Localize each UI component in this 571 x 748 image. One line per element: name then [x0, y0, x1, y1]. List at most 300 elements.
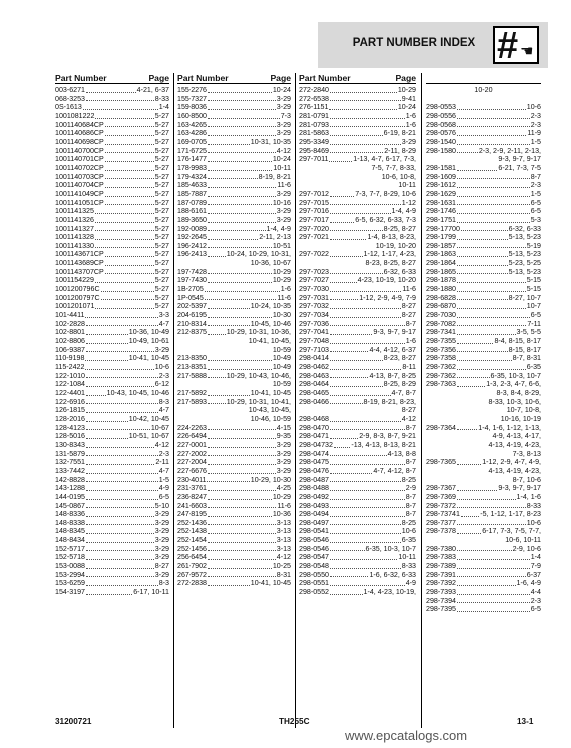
entry-pages: 5-27: [154, 129, 169, 138]
leader-dots: [208, 438, 276, 439]
entry-pages: 5-13, 5-23: [508, 250, 541, 259]
header-part-number: Part Number: [55, 73, 107, 83]
entry-pages: 10-24: [272, 155, 291, 164]
entry-part-number: 217-5893: [177, 397, 207, 406]
entry-pages: 5-3: [530, 215, 541, 224]
entry-pages: 1-4: [530, 553, 541, 562]
leader-dots: [86, 395, 106, 396]
entry-part-number: 1001201071: [55, 302, 95, 311]
entry-pages: 4-21, 6-37: [136, 86, 169, 94]
entry-part-number: 155-7327: [177, 94, 207, 103]
hash-icon: #: [497, 25, 519, 67]
index-entry: [426, 190, 541, 199]
leader-dots: [86, 403, 158, 404]
entry-pages-continued: 4-13, 4-19, 4-23,: [488, 466, 541, 475]
leader-dots: [86, 464, 154, 465]
entry-pages: 5-27: [154, 276, 169, 285]
entry-pages: -5, 1-12, 1-17, 8-23: [480, 510, 541, 519]
index-entry: [55, 250, 169, 259]
entry-pages: 10-24, 10-29, 10-31,: [226, 250, 291, 259]
entry-pages: 1-4, 4-9: [266, 224, 291, 233]
entry-pages: 8-19, 8-21: [258, 172, 291, 181]
entry-pages: 4-7: [158, 466, 169, 475]
leader-dots: [330, 542, 401, 543]
index-entry: [55, 588, 169, 597]
entry-part-number: 298-0466: [299, 397, 329, 406]
index-entry: [426, 597, 541, 606]
entry-part-number: 298-0493: [299, 501, 329, 510]
leader-dots: [457, 602, 530, 603]
index-entry: [426, 320, 541, 329]
entry-pages: 3-29: [154, 544, 169, 553]
index-entry: [177, 147, 291, 156]
column-header: [426, 73, 541, 84]
leader-dots: [95, 230, 154, 231]
entry-pages: 8-7, 8-31: [512, 354, 541, 363]
entry-part-number: 126-1815: [55, 406, 85, 415]
entry-pages-continued: 8-23, 8-25, 8-27: [365, 259, 416, 268]
entry-pages: 6-21, 7-3, 7-5: [498, 163, 541, 172]
leader-dots: [457, 386, 485, 387]
entry-pages: 10-29: [397, 86, 416, 94]
entry-part-number: 212-8375: [177, 328, 207, 337]
entry-pages: 8-7: [405, 492, 416, 501]
entry-part-number: 153-6259: [55, 579, 85, 588]
leader-dots: [208, 273, 272, 274]
index-entry: [55, 579, 169, 588]
index-entry: [426, 571, 541, 580]
entry-part-number: 298-0462: [299, 363, 329, 371]
index-entry: [299, 372, 416, 381]
leader-dots: [105, 126, 154, 127]
entry-part-number: 295-3349: [299, 137, 329, 146]
entry-part-number: 1001141330: [55, 241, 94, 250]
index-entry: [55, 424, 169, 433]
header-page: Page: [395, 73, 416, 83]
leader-dots: [457, 594, 530, 595]
index-entry: [426, 138, 541, 147]
index-entry: [426, 294, 541, 303]
entry-pages: 3-29: [276, 129, 291, 138]
index-entry: [55, 225, 169, 234]
entry-part-number: 252-1456: [177, 544, 207, 553]
leader-dots: [330, 481, 401, 482]
leader-dots: [330, 152, 383, 153]
entry-part-number: 298-6828: [426, 293, 456, 302]
leader-dots: [457, 118, 530, 119]
entry-pages: 1-12: [401, 198, 416, 207]
entry-part-number: 188-6161: [177, 207, 207, 216]
leader-dots: [208, 109, 276, 110]
index-entry: [177, 545, 291, 554]
leader-dots: [457, 239, 508, 240]
leader-dots: [330, 568, 401, 569]
entry-part-number: 130-8343: [55, 440, 85, 449]
entry-pages: 5-15: [526, 285, 541, 294]
entry-part-number: 298-0541: [299, 527, 329, 536]
index-entry: [55, 112, 169, 121]
entry-part-number: 298-1751: [426, 215, 456, 224]
entry-pages: 10-36, 10-49: [128, 328, 169, 337]
entry-pages: 5-13, 5-23: [508, 267, 541, 276]
index-entry: [55, 337, 169, 346]
leader-dots: [457, 585, 516, 586]
entry-part-number: 224-2263: [177, 423, 207, 432]
index-entry: [177, 121, 291, 130]
leader-dots: [208, 369, 272, 370]
entry-part-number: 1001200797C: [55, 293, 100, 302]
entry-pages: 2-9, 8-3, 8-7, 9-21: [359, 432, 416, 441]
index-entry: [299, 95, 416, 104]
entry-pages: 8-7: [405, 501, 416, 510]
leader-dots: [329, 109, 396, 110]
entry-part-number: 154-3197: [55, 588, 85, 597]
entry-pages: 11-6: [402, 285, 416, 294]
entry-part-number: 1001141051CP: [55, 198, 104, 207]
index-entry: [299, 302, 416, 311]
entry-pages-continued: 8-33, 10-3, 10-6,: [488, 397, 541, 406]
index-entry: [55, 406, 169, 415]
entry-pages: 10-41, 10-45: [250, 388, 291, 397]
entry-part-number: 298-1609: [426, 172, 456, 181]
index-entry: [299, 268, 416, 277]
index-entry: [299, 579, 416, 588]
entry-part-number: 217-5888: [177, 371, 207, 380]
leader-dots: [86, 507, 154, 508]
leader-dots: [457, 317, 530, 318]
index-entry: [426, 519, 541, 528]
index-entry: [299, 285, 416, 294]
leader-dots: [208, 282, 272, 283]
index-entry: [299, 441, 416, 450]
index-entry: [177, 527, 291, 536]
leader-dots: [208, 126, 276, 127]
index-entry: [177, 225, 291, 234]
entry-pages-continued: 10-11: [398, 181, 416, 190]
leader-dots: [95, 239, 154, 240]
leader-dots: [208, 135, 276, 136]
entry-pages: 3-29: [276, 440, 291, 449]
index-entry: [299, 354, 416, 363]
leader-dots: [208, 100, 276, 101]
leader-dots: [205, 299, 277, 300]
index-entry: [55, 155, 169, 164]
index-entry: [299, 545, 416, 554]
index-entry: [299, 207, 416, 216]
leader-dots: [95, 308, 153, 309]
leader-dots: [105, 135, 154, 136]
index-entry: [177, 173, 291, 182]
leader-dots: [208, 464, 276, 465]
entry-pages-continued: 4-9, 4-13, 4-17,: [492, 432, 541, 441]
index-entry: [177, 294, 291, 303]
index-entry: [177, 398, 291, 407]
entry-pages: 3-29: [154, 536, 169, 545]
leader-dots: [208, 187, 276, 188]
index-entry: [177, 250, 291, 259]
column-divider: [421, 73, 422, 728]
index-entry: [426, 147, 541, 156]
index-entry: [426, 250, 541, 259]
entry-pages: 9-35: [276, 432, 291, 441]
entry-part-number: 0S-1613: [55, 103, 82, 112]
leader-dots: [105, 170, 154, 171]
leader-dots: [457, 369, 526, 370]
entry-pages: 7-3, 7-7, 8-29, 10-6: [355, 189, 416, 198]
index-entry: [299, 571, 416, 580]
leader-dots: [208, 144, 250, 145]
leader-dots: [86, 473, 158, 474]
leader-dots: [105, 204, 154, 205]
index-entry: [426, 259, 541, 268]
index-entry: [299, 502, 416, 511]
entry-part-number: 179-4324: [177, 172, 207, 181]
entry-pages: 10-29, 10-43, 10-46,: [226, 371, 291, 380]
index-entry: [299, 484, 416, 493]
entry-part-number: 131-5879: [55, 449, 85, 458]
entry-pages: 3-29: [154, 570, 169, 579]
index-entry: [55, 502, 169, 511]
index-entry: [177, 493, 291, 502]
entry-part-number: 298-1612: [426, 181, 456, 190]
entry-part-number: 298-0494: [299, 510, 329, 519]
entry-part-number: 160-8500: [177, 111, 207, 120]
entry-pages: 4-13, 8-7, 8-25: [369, 371, 416, 380]
leader-dots: [330, 308, 401, 309]
entry-pages: 4-4, 4-12, 6-37: [369, 345, 416, 354]
index-entry: [299, 562, 416, 571]
entry-part-number: 247-8195: [177, 510, 207, 519]
index-entry: [299, 320, 416, 329]
entry-pages: 3-13: [276, 544, 291, 553]
entry-part-number: 236-8247: [177, 492, 207, 501]
entry-pages: 4-4: [530, 588, 541, 597]
entry-pages: 6-5: [530, 207, 541, 216]
leader-dots: [457, 273, 508, 274]
index-entry: [177, 450, 291, 459]
leader-dots: [86, 386, 154, 387]
entry-part-number: 281-0791: [299, 111, 329, 120]
entry-pages: 6-32, 6-33: [383, 267, 416, 276]
entry-pages: 1-4, 4-23, 10-19,: [363, 588, 416, 597]
entry-part-number: 227-0001: [177, 440, 207, 449]
leader-dots: [330, 490, 405, 491]
entry-pages: 5-27: [154, 155, 169, 164]
header-page: Page: [148, 73, 169, 83]
entry-part-number: 102-8801: [55, 328, 85, 337]
entry-part-number: 281-0793: [299, 120, 329, 129]
leader-dots: [208, 377, 226, 378]
leader-dots: [330, 473, 372, 474]
index-entry: [177, 302, 291, 311]
entry-pages: 8-27, 10-7: [508, 293, 541, 302]
entry-part-number: 231-3761: [177, 484, 207, 493]
index-entry: [426, 164, 541, 173]
entry-part-number: 298-0468: [299, 414, 329, 423]
entry-part-number: 155-2276: [177, 86, 207, 94]
entry-pages: 10-29: [272, 276, 291, 285]
entry-pages: 1-4, 8-13, 8-23,: [367, 233, 416, 242]
entry-pages: 4-9: [405, 579, 416, 588]
index-entry: [299, 86, 416, 95]
entry-pages: 5-27: [154, 172, 169, 181]
entry-pages: 9-3, 9-7, 9-17: [498, 484, 541, 493]
index-entry: [299, 450, 416, 459]
entry-part-number: 152-5718: [55, 553, 85, 562]
leader-dots: [457, 429, 477, 430]
index-entry: [55, 510, 169, 519]
index-entry: [299, 527, 416, 536]
index-entry: [426, 121, 541, 130]
leader-dots: [330, 369, 401, 370]
leader-dots: [208, 490, 276, 491]
index-entry: [299, 199, 416, 208]
entry-pages: 4-12: [276, 146, 291, 155]
leader-dots: [208, 325, 250, 326]
entry-part-number: 132-7551: [55, 458, 85, 467]
entry-pages: 5-27: [154, 302, 169, 311]
index-entry: [426, 207, 541, 216]
header-part-number: Part Number: [299, 73, 351, 83]
index-entry: [426, 103, 541, 112]
entry-part-number: 298-0547: [299, 553, 329, 562]
leader-dots: [95, 282, 154, 283]
entry-part-number: 178-9983: [177, 163, 207, 172]
leader-dots: [330, 135, 383, 136]
entry-pages: 8-27: [401, 311, 416, 320]
index-entry: [177, 502, 291, 511]
entry-pages: 2-11: [155, 458, 169, 467]
entry-pages: 1-6: [405, 120, 416, 129]
footer-page-number: 13-1: [517, 717, 534, 726]
leader-dots: [208, 118, 280, 119]
entry-pages: 2-3: [158, 371, 169, 380]
entry-part-number: 298-7380: [426, 544, 456, 553]
entry-part-number: 115-2422: [55, 363, 85, 371]
index-entry: [55, 372, 169, 381]
entry-part-number: 298-73741: [426, 510, 460, 519]
entry-part-number: 1001140702CP: [55, 163, 104, 172]
index-entry: [55, 441, 169, 450]
column-divider: [173, 73, 174, 728]
entry-pages-continued: 10-59: [272, 345, 291, 354]
entry-pages: 3-29: [154, 553, 169, 562]
leader-dots: [457, 204, 530, 205]
entry-pages: 6-35: [401, 536, 416, 545]
leader-dots: [330, 291, 401, 292]
entry-pages: 10-36: [272, 510, 291, 519]
entry-pages: 1-12, 2-9, 4-7, 4-9,: [482, 458, 541, 467]
entry-pages: 4-12: [276, 553, 291, 562]
index-entry: [426, 181, 541, 190]
entry-part-number: 298-1581: [426, 163, 456, 172]
index-entry: [426, 216, 541, 225]
entry-part-number: 153-2994: [55, 570, 85, 579]
leader-dots: [86, 524, 154, 525]
index-entry: [55, 354, 169, 363]
leader-dots: [330, 204, 401, 205]
entry-pages: 5-27: [154, 181, 169, 190]
index-entry: [177, 276, 291, 285]
entry-part-number: 298-0465: [299, 388, 329, 397]
entry-part-number: 298-1580: [426, 146, 456, 155]
entry-pages: 5-27: [154, 285, 169, 294]
leader-dots: [86, 438, 128, 439]
entry-part-number: 213-8350: [177, 354, 207, 363]
leader-dots: [208, 230, 266, 231]
index-entry: [177, 155, 291, 164]
leader-dots: [330, 325, 405, 326]
leader-dots: [457, 533, 481, 534]
entry-pages: 8-33: [401, 562, 416, 571]
leader-dots: [457, 568, 530, 569]
index-entry: [177, 571, 291, 580]
leader-dots: [457, 265, 508, 266]
index-entry: [177, 164, 291, 173]
entry-pages: 3-5, 5-5: [516, 328, 541, 337]
leader-dots: [330, 550, 365, 551]
entry-part-number: 281-5863: [299, 129, 329, 138]
leader-dots: [105, 152, 154, 153]
entry-part-number: 142-8828: [55, 475, 85, 484]
index-entry: [177, 389, 291, 398]
index-entry: [55, 536, 169, 545]
leader-dots: [330, 524, 401, 525]
entry-pages: 6-35: [526, 363, 541, 371]
index-entry: [55, 527, 169, 536]
index-entry: [299, 476, 416, 485]
entry-part-number: 1001141325: [55, 207, 94, 216]
index-entry: [299, 346, 416, 355]
index-entry: [299, 250, 416, 259]
entry-part-number: 169-0705: [177, 137, 207, 146]
entry-pages: 3-29: [401, 137, 416, 146]
entry-part-number: 159-8036: [177, 103, 207, 112]
entry-part-number: 148-8336: [55, 510, 85, 519]
entry-pages: 2-11, 8-29: [384, 146, 416, 155]
index-column-2: [177, 73, 291, 588]
leader-dots: [208, 204, 272, 205]
index-entry: [426, 268, 541, 277]
leader-dots: [86, 334, 128, 335]
pointing-hand-icon: ☚: [520, 43, 534, 60]
entry-pages: 2-3: [530, 111, 541, 120]
index-entry: [426, 346, 541, 355]
entry-pages: 3-29: [276, 449, 291, 458]
index-entry: [426, 380, 541, 389]
entry-pages: 8-25: [401, 475, 416, 484]
entry-part-number: 153-0088: [55, 562, 85, 571]
entry-part-number: 297-7048: [299, 337, 329, 346]
entry-part-number: 106-9387: [55, 345, 85, 354]
leader-dots: [208, 178, 258, 179]
entry-pages: 10-49: [272, 363, 291, 371]
leader-dots: [457, 550, 512, 551]
entry-pages: 6-17, 10-11: [133, 588, 169, 597]
entry-pages: 8-25, 8-27: [383, 224, 416, 233]
entry-pages: 8-25: [401, 518, 416, 527]
entry-pages: 1-13, 4-7, 6-17, 7-3,: [353, 155, 416, 164]
entry-part-number: 196-2412: [177, 241, 207, 250]
entry-pages: 6-32, 6-33: [508, 224, 541, 233]
entry-part-number: 298-1799: [426, 233, 456, 242]
entry-pages: 10-7: [526, 302, 541, 311]
entry-pages: 4-7, 8-7: [391, 388, 416, 397]
entry-part-number: 227-2004: [177, 458, 207, 467]
entry-pages: 10-43, 10-45, 10-46: [106, 388, 169, 397]
entry-part-number: 102-8806: [55, 337, 85, 346]
leader-dots: [105, 178, 154, 179]
